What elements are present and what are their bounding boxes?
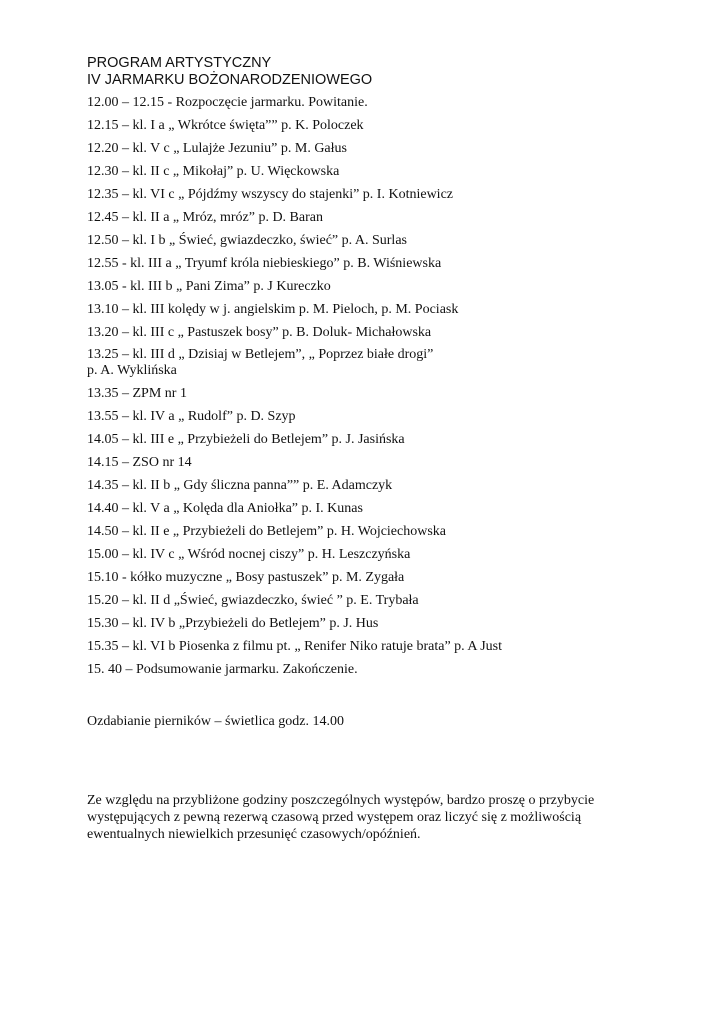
footer-line-1: Ze względu na przybliżone godziny poszczególnych występów, bardzo proszę o przybycie bbox=[87, 793, 595, 808]
schedule-item: 12.30 – kl. II c „ Mikołaj” p. U. Więckowska bbox=[87, 164, 340, 179]
schedule-item: 14.15 – ZSO nr 14 bbox=[87, 455, 192, 470]
schedule-item: 12.15 – kl. I a „ Wkrótce święta”” p. K. Poloczek bbox=[87, 118, 364, 133]
schedule-item: 12.50 – kl. I b „ Świeć, gwiazdeczko, świeć” p. A. Surlas bbox=[87, 233, 407, 248]
footer-paragraph bbox=[87, 792, 647, 843]
schedule-item: 15. 40 – Podsumowanie jarmarku. Zakończenie. bbox=[87, 662, 358, 677]
schedule-item: 15.10 - kółko muzyczne „ Bosy pastuszek” p. M. Zygała bbox=[87, 570, 405, 585]
document-page bbox=[87, 55, 687, 684]
schedule-item: 15.20 – kl. II d „Świeć, gwiazdeczko, świeć ” p. E. Trybała bbox=[87, 593, 419, 608]
schedule-item: 15.00 – kl. IV c „ Wśród nocnej ciszy” p. H. Leszczyńska bbox=[87, 547, 411, 562]
schedule-item: 14.35 – kl. II b „ Gdy śliczna panna”” p. E. Adamczyk bbox=[87, 478, 393, 493]
schedule-list bbox=[87, 94, 687, 678]
schedule-item: 14.40 – kl. V a „ Kolęda dla Aniołka” p. I. Kunas bbox=[87, 501, 363, 516]
schedule-item: 13.55 – kl. IV a „ Rudolf” p. D. Szyp bbox=[87, 409, 296, 424]
schedule-item: 12.35 – kl. VI c „ Pójdźmy wszyscy do stajenki” p. I. Kotniewicz bbox=[87, 187, 454, 202]
schedule-item: 13.05 - kl. III b „ Pani Zima” p. J Kureczko bbox=[87, 279, 331, 294]
note-text: Ozdabianie pierników – świetlica godz. 14.00 bbox=[87, 714, 344, 729]
footer-line-2: występujących z pewną rezerwą czasową przed występem oraz liczyć się z możliwością bbox=[87, 810, 582, 825]
footer-line-3: ewentualnych niewielkich przesunięć czasowych/opóźnień. bbox=[87, 827, 421, 842]
schedule-item: 15.35 – kl. VI b Piosenka z filmu pt. „ Renifer Niko ratuje brata” p. A Just bbox=[87, 639, 503, 654]
schedule-item: 13.10 – kl. III kolędy w j. angielskim p. M. Pieloch, p. M. Pociask bbox=[87, 302, 459, 317]
schedule-item: 15.30 – kl. IV b „Przybieżeli do Betlejem” p. J. Hus bbox=[87, 616, 379, 631]
schedule-item: 13.35 – ZPM nr 1 bbox=[87, 386, 187, 401]
schedule-item: 13.20 – kl. III c „ Pastuszek bosy” p. B. Doluk- Michałowska bbox=[87, 325, 432, 340]
schedule-item: 12.45 – kl. II a „ Mróz, mróz” p. D. Baran bbox=[87, 210, 323, 225]
schedule-item: 13.25 – kl. III d „ Dzisiaj w Betlejem”, „ Poprzez białe drogi” p. A. Wyklińska bbox=[87, 347, 434, 378]
schedule-item: 12.20 – kl. V c „ Lulajże Jezuniu” p. M. Gałus bbox=[87, 141, 347, 156]
schedule-item: 12.00 – 12.15 - Rozpoczęcie jarmarku. Powitanie. bbox=[87, 95, 368, 110]
title-line-1: PROGRAM ARTYSTYCZNY bbox=[87, 55, 272, 71]
schedule-item: 14.50 – kl. II e „ Przybieżeli do Betlejem” p. H. Wojciechowska bbox=[87, 524, 447, 539]
schedule-item: 14.05 – kl. III e „ Przybieżeli do Betlejem” p. J. Jasińska bbox=[87, 432, 405, 447]
title-line-2: IV JARMARKU BOŻONARODZENIOWEGO bbox=[87, 72, 373, 88]
schedule-item: 12.55 - kl. III a „ Tryumf króla niebieskiego” p. B. Wiśniewska bbox=[87, 256, 442, 271]
